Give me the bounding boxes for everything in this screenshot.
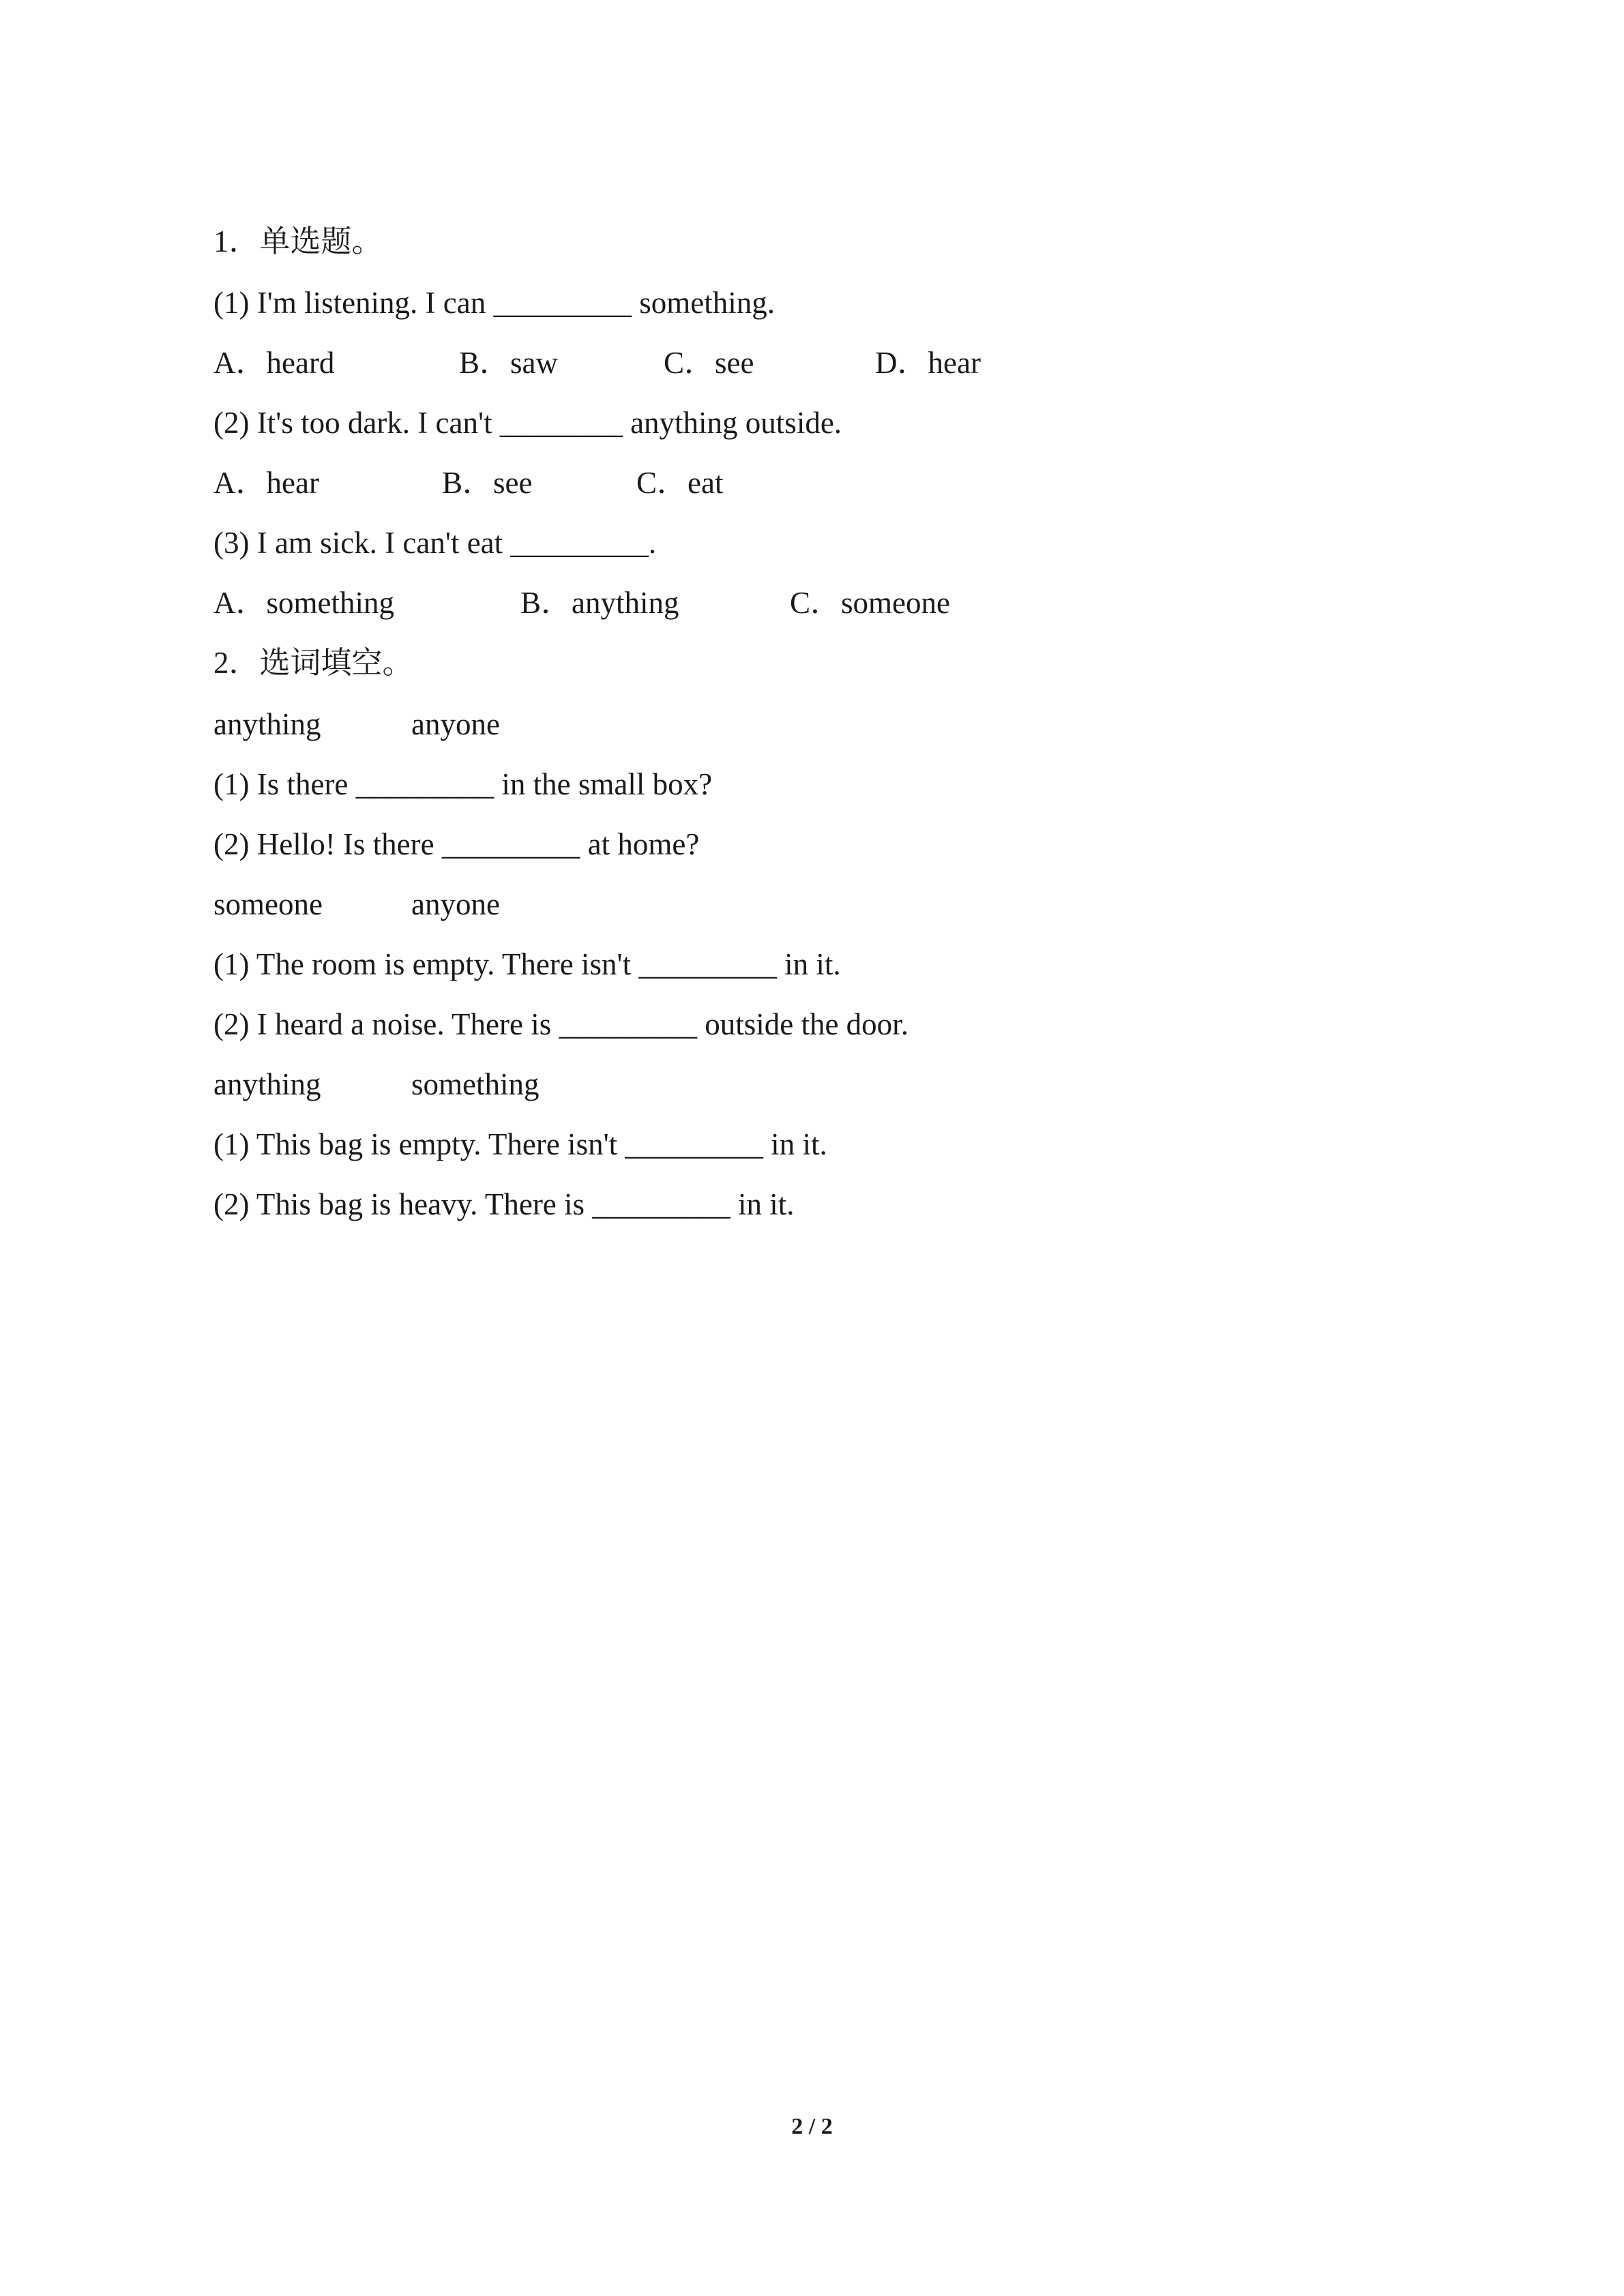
question-2-options: [213, 453, 1441, 513]
word-bank-3: [213, 1054, 1441, 1114]
fill-sentence: (1) Is there _________ in the small box?: [213, 767, 713, 801]
section-2-heading: 2．选词填空。: [213, 646, 413, 680]
option-b: B．saw: [459, 346, 558, 380]
option-c: C．someone: [790, 586, 950, 620]
question-3-text: (3) I am sick. I can't eat _________.: [213, 526, 657, 560]
fill-sentence: (1) The room is empty. There isn't _________ in it.: [213, 947, 841, 981]
word-bank-2: [213, 874, 1441, 934]
section-1-heading: 1．单选题。: [213, 224, 383, 258]
option-b: B．anything: [520, 586, 679, 620]
word-bank-word: anyone: [411, 707, 500, 741]
page-number: 2 / 2: [791, 2114, 833, 2139]
fill-sentence: (1) This bag is empty. There isn't _________ in it.: [213, 1127, 827, 1161]
word-bank-1: [213, 694, 1441, 754]
fill-sentence: (2) I heard a noise. There is _________ outside the door.: [213, 1007, 909, 1041]
question-2-text: (2) It's too dark. I can't ________ anything outside.: [213, 406, 842, 440]
question-3-options: [213, 573, 1441, 633]
option-c: C．eat: [636, 466, 724, 500]
option-d: D．hear: [875, 346, 981, 380]
option-b: B．see: [442, 466, 533, 500]
word-bank-word: someone: [213, 887, 323, 921]
option-a: A．hear: [213, 466, 319, 500]
fill-sentence: (2) Hello! Is there _________ at home?: [213, 827, 700, 861]
word-bank-word: anything: [213, 707, 321, 741]
option-a: A．something: [213, 586, 394, 620]
fill-sentence: (2) This bag is heavy. There is _________ in it.: [213, 1187, 795, 1221]
question-1-text: (1) I'm listening. I can _________ something.: [213, 286, 775, 320]
worksheet-content: [213, 211, 1441, 1234]
word-bank-word: something: [411, 1067, 540, 1101]
option-a: A．heard: [213, 346, 335, 380]
question-1-options: [213, 333, 1441, 393]
word-bank-word: anything: [213, 1067, 321, 1101]
option-c: C．see: [664, 346, 754, 380]
word-bank-word: anyone: [411, 887, 500, 921]
